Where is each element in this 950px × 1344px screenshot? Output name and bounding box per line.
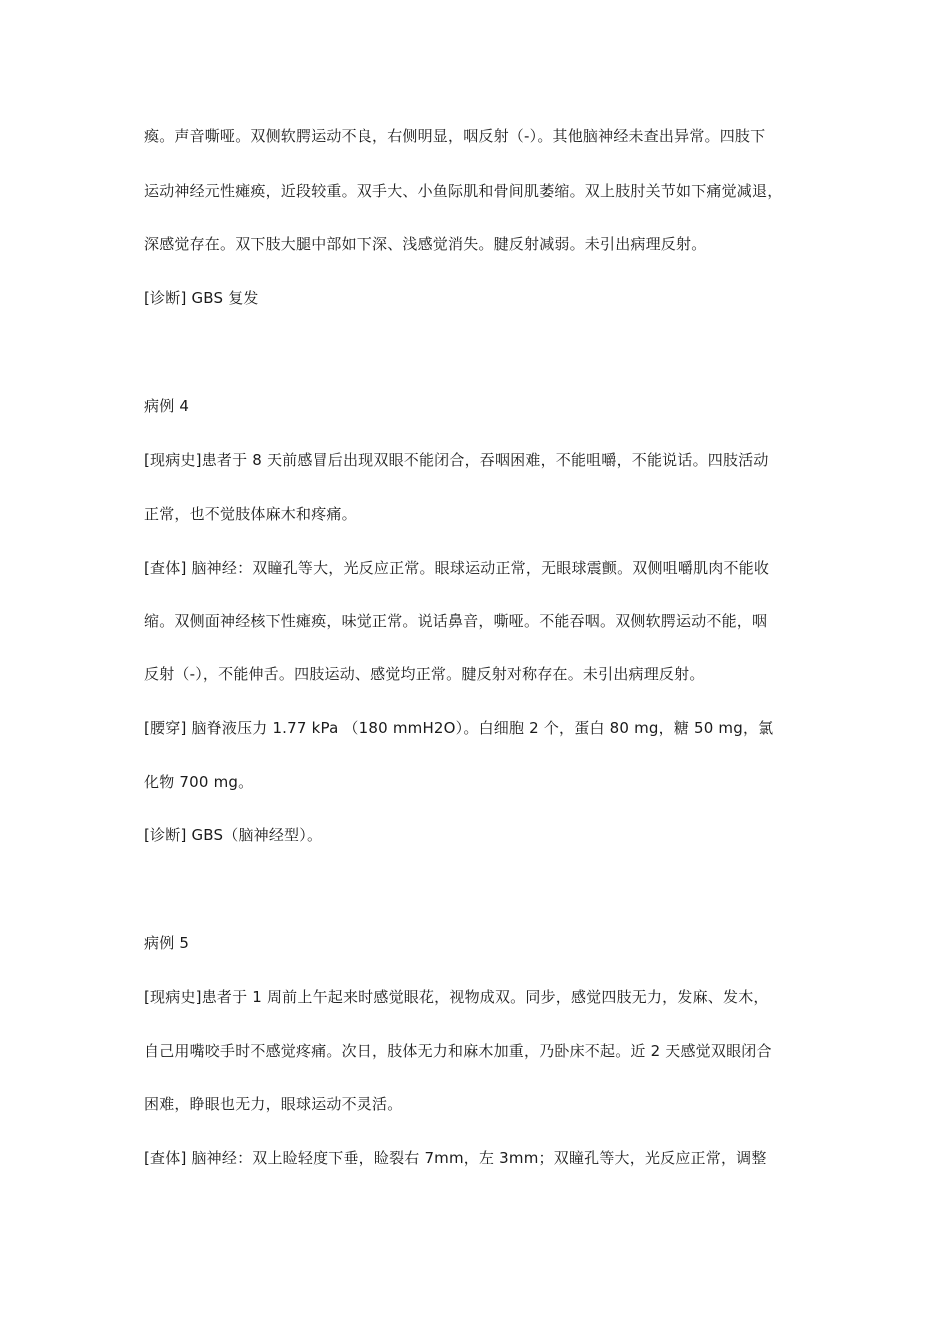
paragraph-line: 深感觉存在。双下肢大腿中部如下深、浅感觉消失。腱反射减弱。未引出病理反射。	[144, 235, 707, 253]
case-heading: 病例 4	[144, 397, 190, 415]
paragraph-line: 正常，也不觉肢体麻木和疼痛。	[144, 505, 357, 523]
case-heading: 病例 5	[144, 934, 190, 952]
exam-line: [查体] 脑神经：双瞳孔等大，光反应正常。眼球运动正常，无眼球震颤。双侧咀嚼肌肉不能收	[144, 559, 770, 577]
paragraph-line: 反射（-），不能伸舌。四肢运动、感觉均正常。腱反射对称存在。未引出病理反射。	[144, 665, 705, 683]
history-line: [现病史]患者于 8 天前感冒后出现双眼不能闭合，吞咽困难，不能咀嚼，不能说话。四肢活动	[144, 451, 769, 469]
diagnosis-line: [诊断] GBS 复发	[144, 289, 259, 307]
paragraph-line: 运动神经元性瘫痪，近段较重。双手大、小鱼际肌和骨间肌萎缩。双上肢肘关节如下痛觉减退，	[144, 182, 783, 200]
paragraph-line: 瘓。声音嘶哑。双侧软腭运动不良，右侧明显，咽反射（-）。其他脑神经未查出异常。四肢下	[144, 127, 766, 145]
diagnosis-line: [诊断] GBS（脑神经型）。	[144, 826, 323, 844]
history-line: [现病史]患者于 1 周前上午起来时感觉眼花，视物成双。同步，感觉四肢无力，发麻、发木，	[144, 988, 769, 1006]
paragraph-line: 缩。双侧面神经核下性瘫痪，味觉正常。说话鼻音，嘶哑。不能吞咽。双侧软腭运动不能，咽	[144, 612, 768, 630]
lumbar-puncture-line: [腰穿] 脑脊液压力 1.77 kPa （180 mmH2O）。白细胞 2 个，蛋白 80 mg，糖 50 mg，氯	[144, 719, 774, 737]
paragraph-line: 化物 700 mg。	[144, 773, 254, 791]
paragraph-line: 困难，睁眼也无力，眼球运动不灵活。	[144, 1095, 403, 1113]
paragraph-line: 自己用嘴咬手时不感觉疼痛。次日，肢体无力和麻木加重，乃卧床不起。近 2 天感觉双眼闭合	[144, 1042, 772, 1060]
exam-line: [查体] 脑神经：双上睑轻度下垂，睑裂右 7mm，左 3mm；双瞳孔等大，光反应正常，调整	[144, 1149, 767, 1167]
